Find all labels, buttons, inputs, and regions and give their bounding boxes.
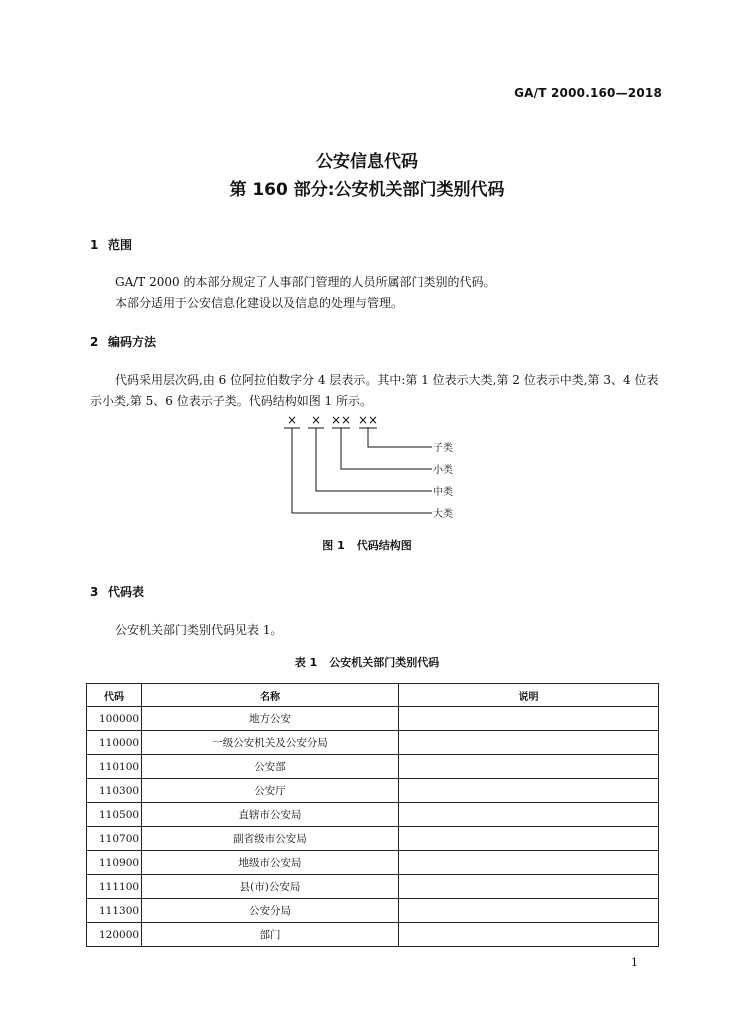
cell-note	[399, 899, 659, 923]
cell-code: 110100	[87, 755, 142, 779]
section-number: 3	[90, 585, 99, 599]
cell-code: 110900	[87, 851, 142, 875]
cell-code: 110300	[87, 779, 142, 803]
cell-note	[399, 923, 659, 947]
cell-note	[399, 851, 659, 875]
label-middle-class: 中类	[433, 487, 453, 498]
cell-code: 110000	[87, 731, 142, 755]
section-1-heading	[90, 236, 132, 253]
code-mark-minor: ××	[330, 413, 352, 427]
table-row	[87, 755, 659, 779]
section-title: 代码表	[108, 585, 145, 599]
cell-name: 地方公安	[142, 707, 399, 731]
table-row	[87, 827, 659, 851]
section-title: 范围	[108, 238, 133, 252]
cell-name: 直辖市公安局	[142, 803, 399, 827]
section-title: 编码方法	[108, 335, 157, 349]
table-caption-text: 公安机关部门类别代码	[329, 656, 440, 669]
cell-note	[399, 803, 659, 827]
code-mark-major: ×	[286, 413, 298, 427]
cell-code: 100000	[87, 707, 142, 731]
section-1-para-1: GA/T 2000 的本部分规定了人事部门管理的人员所属部门类别的代码。	[115, 275, 496, 289]
figure-caption	[0, 537, 734, 553]
code-structure-diagram	[280, 410, 470, 525]
cell-note	[399, 707, 659, 731]
code-mark-sub: ××	[357, 413, 379, 427]
label-sub-class: 子类	[433, 443, 453, 454]
cell-note	[399, 779, 659, 803]
section-2-para-1: 代码采用层次码,由 6 位阿拉伯数字分 4 层表示。其中:第 1 位表示大类,第 2 位表示中类,第 3、4 位表示小类,第 5、6 位表示子类。代码结构如图 1 所示。	[90, 373, 659, 408]
table-row	[87, 899, 659, 923]
table-number: 表 1	[294, 656, 318, 669]
section-2-heading	[90, 333, 156, 350]
cell-name: 公安分局	[142, 899, 399, 923]
header-note: 说明	[399, 684, 659, 707]
section-1-para-2: 本部分适用于公安信息化建设以及信息的处理与管理。	[115, 296, 404, 310]
table-row	[87, 923, 659, 947]
figure-number: 图 1	[322, 539, 345, 552]
section-3-para-1: 公安机关部门类别代码见表 1。	[115, 623, 283, 637]
cell-name: 公安部	[142, 755, 399, 779]
cell-code: 110500	[87, 803, 142, 827]
table-row	[87, 779, 659, 803]
header-code: 代码	[87, 684, 142, 707]
section-number: 2	[90, 335, 99, 349]
table-row	[87, 731, 659, 755]
page-number: 1	[631, 956, 638, 969]
standard-code: GA/T 2000.160—2018	[514, 86, 662, 100]
cell-name: 部门	[142, 923, 399, 947]
cell-code: 120000	[87, 923, 142, 947]
label-major-class: 大类	[433, 509, 453, 520]
table-caption	[0, 654, 734, 670]
code-table	[86, 683, 659, 947]
document-subtitle: 第 160 部分:公安机关部门类别代码	[229, 180, 505, 200]
cell-note	[399, 755, 659, 779]
cell-code: 111100	[87, 875, 142, 899]
cell-note	[399, 731, 659, 755]
cell-code: 111300	[87, 899, 142, 923]
table-row	[87, 707, 659, 731]
table-row	[87, 851, 659, 875]
cell-name: 副省级市公安局	[142, 827, 399, 851]
table-row	[87, 875, 659, 899]
table-row	[87, 803, 659, 827]
cell-code: 110700	[87, 827, 142, 851]
document-title: 公安信息代码	[316, 152, 418, 172]
figure-caption-text: 代码结构图	[356, 539, 412, 552]
label-minor-class: 小类	[433, 465, 453, 476]
section-3-heading	[90, 583, 144, 600]
section-number: 1	[90, 238, 99, 252]
table-header-row	[87, 684, 659, 707]
cell-name: 县(市)公安局	[142, 875, 399, 899]
cell-name: 公安厅	[142, 779, 399, 803]
cell-name: 地级市公安局	[142, 851, 399, 875]
code-mark-middle: ×	[310, 413, 322, 427]
cell-note	[399, 827, 659, 851]
cell-note	[399, 875, 659, 899]
cell-name: 一级公安机关及公安分局	[142, 731, 399, 755]
header-name: 名称	[142, 684, 399, 707]
